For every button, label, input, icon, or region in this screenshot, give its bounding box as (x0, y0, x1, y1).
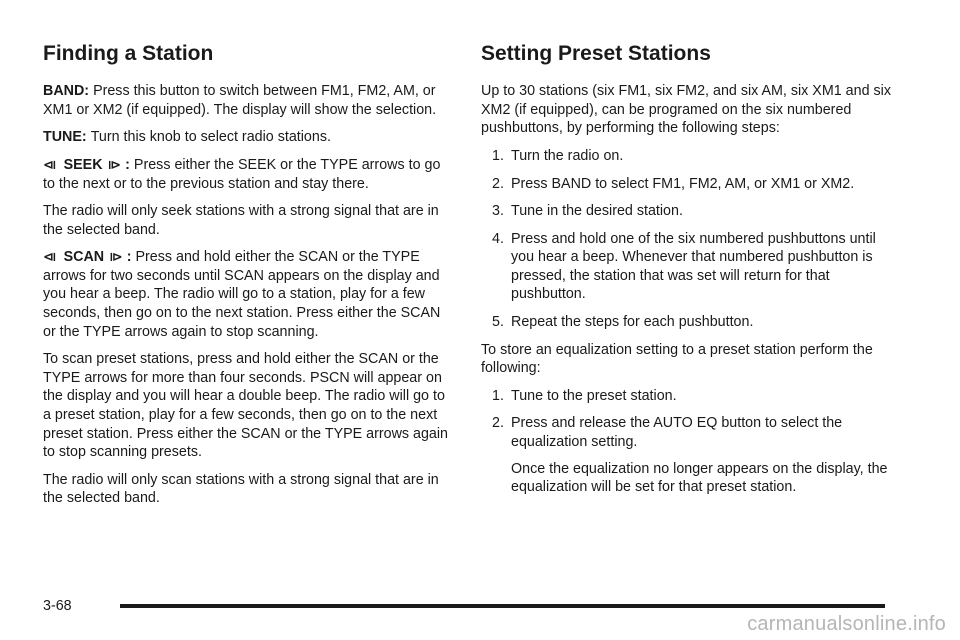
tune-label: TUNE: (43, 129, 87, 146)
seek-note: The radio will only seek stations with a strong signal that are in the selected band. (43, 203, 439, 238)
scan-text: Press and hold either the SCAN or the TYPE arrows for two seconds until SCAN appears on the display and you hear a beep. The radio will go to a station, play for a few seconds, then go on to the next station. Press either the SCAN or the TYPE arrows again to stop scanning. (43, 249, 441, 340)
step-number: 4. (492, 230, 504, 247)
step-text: Press and hold one of the six numbered pushbuttons until you hear a beep. Whenever that numbered pushbutton is pressed, the station that was set will return for that pushbutton. (511, 230, 876, 303)
footer-divider (120, 604, 885, 608)
preset-steps-list (481, 147, 901, 332)
seek-label: SEEK (63, 156, 103, 173)
eq-intro: To store an equalization setting to a preset station perform the following: (481, 341, 873, 377)
finding-station-heading: Finding a Station (43, 42, 214, 65)
step-number: 2. (492, 175, 504, 192)
list-item (481, 387, 901, 406)
seek-right-arrow-icon: ⧐ (107, 156, 122, 172)
step-number: 3. (492, 203, 504, 220)
scan-note: The radio will only scan stations with a strong signal that are in the selected band. (43, 471, 439, 507)
step-number: 1. (492, 147, 504, 164)
list-item (481, 313, 901, 332)
scan-label: SCAN (63, 249, 105, 266)
step-number: 5. (492, 314, 504, 331)
eq-steps-list (481, 387, 901, 452)
left-column (43, 42, 453, 517)
band-label: BAND: (43, 83, 90, 100)
seek-colon: : (125, 156, 130, 173)
band-paragraph (43, 82, 453, 119)
band-text: Press this button to switch between FM1, FM2, AM, or XM1 or XM2 (if equipped). The display will show the selection. (43, 83, 437, 118)
step-number: 2. (492, 415, 504, 432)
list-item (481, 202, 901, 221)
page-number: 3-68 (43, 598, 72, 614)
step-number: 1. (492, 387, 504, 404)
list-item (481, 175, 901, 194)
list-item (481, 230, 901, 304)
watermark: carmanualsonline.info (747, 613, 946, 635)
right-column (481, 42, 901, 497)
presets-intro: Up to 30 stations (six FM1, six FM2, and six AM, six XM1 and six XM2 (if equipped), can be programed on the six numbered pushbuttons, by performing the following steps: (481, 83, 891, 137)
list-item (481, 147, 901, 166)
list-item (481, 414, 901, 451)
setting-presets-heading: Setting Preset Stations (481, 42, 711, 65)
step-text: Press BAND to select FM1, FM2, AM, or XM1 or XM2. (511, 175, 855, 192)
preset-scan-paragraph: To scan preset stations, press and hold either the SCAN or the TYPE arrows for more than four seconds. PSCN will appear on the display and you will hear a double beep. The radio will go to a preset station, play for a few seconds, then go on to the next preset station. Press either the SCAN or the TYPE arrows again to stop scanning presets. (43, 351, 449, 461)
step-text: Tune to the preset station. (511, 387, 677, 404)
step-text: Repeat the steps for each pushbutton. (511, 314, 754, 331)
tune-text: Turn this knob to select radio stations. (90, 129, 331, 146)
seek-text: Press either the SEEK or the TYPE arrows to go to the next or to the previous station and stay there. (43, 156, 441, 192)
scan-right-arrow-icon: ⧐ (109, 249, 123, 265)
eq-note: Once the equalization no longer appears on the display, the equalization will be set for that preset station. (511, 460, 888, 496)
tune-paragraph (43, 128, 453, 147)
step-text: Turn the radio on. (511, 147, 624, 164)
seek-paragraph (43, 156, 453, 193)
scan-paragraph (43, 248, 453, 341)
seek-left-arrow-icon: ⧏ (43, 156, 57, 172)
step-text: Press and release the AUTO EQ button to select the equalization setting. (511, 415, 843, 451)
step-text: Tune in the desired station. (511, 203, 683, 220)
scan-left-arrow-icon: ⧏ (43, 249, 57, 265)
scan-colon: : (126, 249, 132, 266)
